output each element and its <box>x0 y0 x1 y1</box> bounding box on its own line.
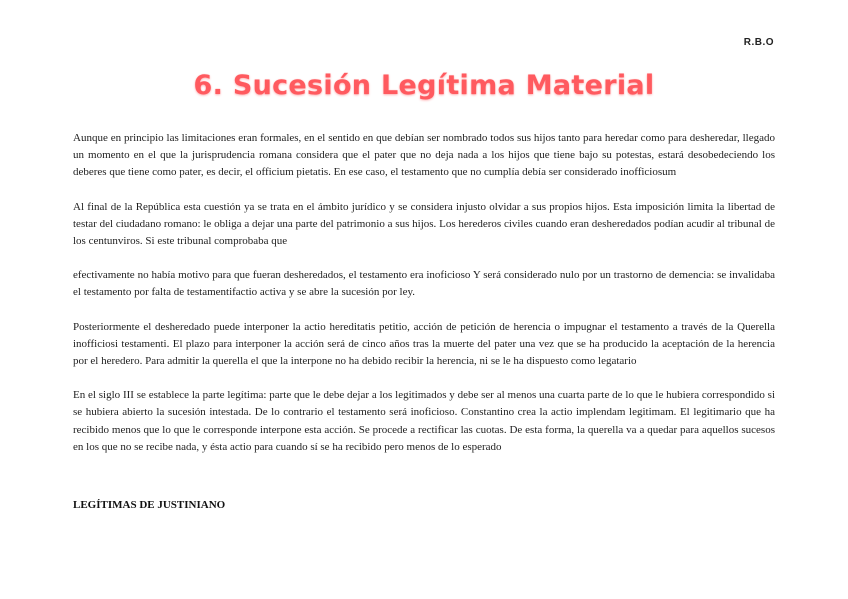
author-initials: R.B.O <box>743 37 774 48</box>
paragraph-1: Aunque en principio las limitaciones eran formales, en el sentido en que debían ser nombrado todos sus hijos tanto para heredar como para desheredar, llegado un momento en el que la jurisprudencia romana considera que el pater que no deja nada a los hijos que tiene bajo su potestas, estará desobedeciendo los deberes que tiene como pater, es decir, el officium pietatis. En ese caso, el testamento que no cumplía debía ser considerado inofficiosum <box>73 132 775 179</box>
paragraph-3: efectivamente no había motivo para que fueran desheredados, el testamento era inoficioso Y será considerado nulo por un trastorno de demencia: se invalidaba el testamento por falta de testamentifactio activa y se abre la sucesión por ley. <box>73 269 775 299</box>
paragraph-2: Al final de la República esta cuestión ya se trata en el ámbito jurídico y se considera injusto olvidar a sus propios hijos. Esta imposición limita la libertad de testar del ciudadano romano: le obliga a dejar una parte del patrimonio a sus hijos. Los herederos civiles cuando eran desheredados podían acudir al tribunal de los centunviros. Si este tribunal comprobaba que <box>73 200 775 248</box>
section-heading: LEGÍTIMAS DE JUSTINIANO <box>73 499 226 511</box>
page-title: 6. Sucesión Legítima Material <box>193 70 655 101</box>
paragraph-4: Posteriormente el desheredado puede interponer la actio hereditatis petitio, acción de petición de herencia o impugnar el testamento a través de la Querella inofficiosi testamenti. El plazo para interponer la acción será de cinco años tras la muerte del pater una vez que se ha producido la aceptación de la herencia por el heredero. Para admitir la querella el que la interpone no ha debido recibir la herencia, ni se le ha dispuesto como legatario <box>73 320 775 368</box>
document-body <box>73 130 775 456</box>
paragraph-5: En el siglo III se establece la parte legítima: parte que le debe dejar a los legitimados y debe ser al menos una cuarta parte de lo que le hubiera correspondido si se hubiera abierto la sucesión intestada. De lo contrario el testamento será inoficioso. Constantino crea la actio implendam legitimam. El legitimario que ha recibido menos que lo que le corresponde interpone esta acción. Se procede a rectificar las cuotas. De esta forma, la querella va a quedar para aquellos sucesos en los que no se recibe nada, y ésta actio para cuando sí se ha recibido pero menos de lo esperado <box>73 389 775 453</box>
